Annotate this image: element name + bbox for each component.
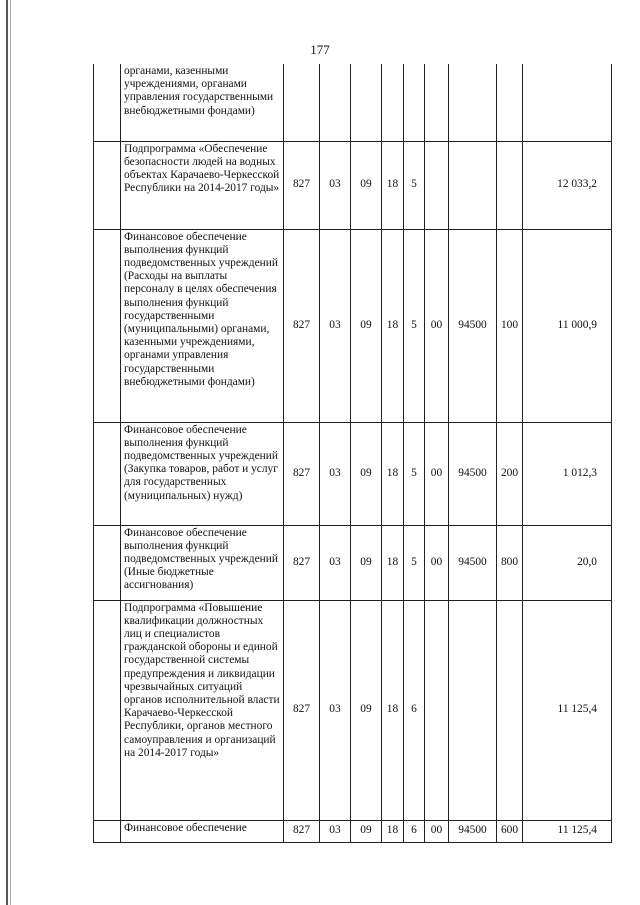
subprogram-code-cell [404, 64, 425, 141]
row-number-cell [94, 141, 121, 229]
row-name: Финансовое обеспечение выполнения функций подведомственных учреждений (Иные бюджетные ассигнования) [121, 525, 284, 600]
table-row [94, 422, 612, 525]
pr-cell: 09 [351, 422, 382, 525]
direction-code-cell: 94500 [449, 820, 497, 842]
measure-code-cell [425, 64, 449, 141]
row-number-cell [94, 64, 121, 141]
row-name: Финансовое обеспечение [121, 820, 284, 842]
measure-code-cell: 00 [425, 525, 449, 600]
expense-type-cell [497, 64, 523, 141]
expense-type-cell [497, 600, 523, 820]
row-name: Финансовое обеспечение выполнения функций подведомственных учреждений (Расходы на выплаты персоналу в целях обеспечения выполнения функций государственными (муниципальными) органами, казенными учреждениями, органами управления государственными внебюджетными фондами) [121, 229, 284, 422]
page-number: 177 [310, 42, 330, 57]
subprogram-code-cell: 6 [404, 600, 425, 820]
amount-cell: 11 000,9 [523, 229, 612, 422]
amount-cell: 12 033,2 [523, 141, 612, 229]
row-name: Подпрограмма «Обеспечение безопасности людей на водных объектах Карачаево-Черкесской Республики на 2014-2017 годы» [121, 141, 284, 229]
gr-cell [284, 64, 320, 141]
rz-cell: 03 [320, 229, 351, 422]
row-name: Подпрограмма «Повышение квалификации должностных лиц и специалистов гражданской обороны и единой государственной системы предупреждения и ликвидации чрезвычайных ситуаций органов исполнительной власти Карачаево-Черкесской Республики, органов местного самоуправления и организаций на 2014-2017 годы» [121, 600, 284, 820]
scan-edge-inner [10, 0, 11, 905]
row-number-cell [94, 600, 121, 820]
program-code-cell: 18 [382, 422, 404, 525]
rz-cell: 03 [320, 525, 351, 600]
measure-code-cell: 00 [425, 229, 449, 422]
pr-cell: 09 [351, 600, 382, 820]
expense-type-cell: 100 [497, 229, 523, 422]
amount-cell: 11 125,4 [523, 820, 612, 842]
table-row [94, 820, 612, 842]
direction-code-cell: 94500 [449, 229, 497, 422]
pr-cell [351, 64, 382, 141]
rz-cell: 03 [320, 600, 351, 820]
amount-cell: 11 125,4 [523, 600, 612, 820]
pr-cell: 09 [351, 229, 382, 422]
measure-code-cell [425, 600, 449, 820]
pr-cell: 09 [351, 820, 382, 842]
subprogram-code-cell: 5 [404, 422, 425, 525]
amount-cell: 20,0 [523, 525, 612, 600]
direction-code-cell: 94500 [449, 422, 497, 525]
measure-code-cell: 00 [425, 820, 449, 842]
subprogram-code-cell: 5 [404, 141, 425, 229]
expense-type-cell: 800 [497, 525, 523, 600]
row-number-cell [94, 422, 121, 525]
program-code-cell: 18 [382, 525, 404, 600]
program-code-cell: 18 [382, 600, 404, 820]
amount-cell [523, 64, 612, 141]
table-row [94, 229, 612, 422]
row-name: органами, казенными учреждениями, органами управления государственными внебюджетными фондами) [121, 64, 284, 141]
measure-code-cell: 00 [425, 422, 449, 525]
gr-cell: 827 [284, 141, 320, 229]
expense-type-cell [497, 141, 523, 229]
subprogram-code-cell: 6 [404, 820, 425, 842]
program-code-cell [382, 64, 404, 141]
amount-cell: 1 012,3 [523, 422, 612, 525]
rz-cell: 03 [320, 141, 351, 229]
rz-cell [320, 64, 351, 141]
direction-code-cell [449, 141, 497, 229]
row-number-cell [94, 525, 121, 600]
gr-cell: 827 [284, 525, 320, 600]
row-number-cell [94, 229, 121, 422]
program-code-cell: 18 [382, 141, 404, 229]
rz-cell: 03 [320, 422, 351, 525]
expense-type-cell: 200 [497, 422, 523, 525]
gr-cell: 827 [284, 820, 320, 842]
subprogram-code-cell: 5 [404, 525, 425, 600]
subprogram-code-cell: 5 [404, 229, 425, 422]
gr-cell: 827 [284, 422, 320, 525]
rz-cell: 03 [320, 820, 351, 842]
gr-cell: 827 [284, 600, 320, 820]
scan-edge [6, 0, 8, 905]
direction-code-cell [449, 64, 497, 141]
pr-cell: 09 [351, 525, 382, 600]
row-name: Финансовое обеспечение выполнения функций подведомственных учреждений (Закупка товаров, работ и услуг для государственных (муниципальных) нужд) [121, 422, 284, 525]
direction-code-cell: 94500 [449, 525, 497, 600]
table-row [94, 64, 612, 141]
expense-type-cell: 600 [497, 820, 523, 842]
gr-cell: 827 [284, 229, 320, 422]
measure-code-cell [425, 141, 449, 229]
direction-code-cell [449, 600, 497, 820]
program-code-cell: 18 [382, 229, 404, 422]
pr-cell: 09 [351, 141, 382, 229]
table-row [94, 141, 612, 229]
budget-table [93, 64, 612, 843]
row-number-cell [94, 820, 121, 842]
program-code-cell: 18 [382, 820, 404, 842]
table-row [94, 525, 612, 600]
table-row [94, 600, 612, 820]
